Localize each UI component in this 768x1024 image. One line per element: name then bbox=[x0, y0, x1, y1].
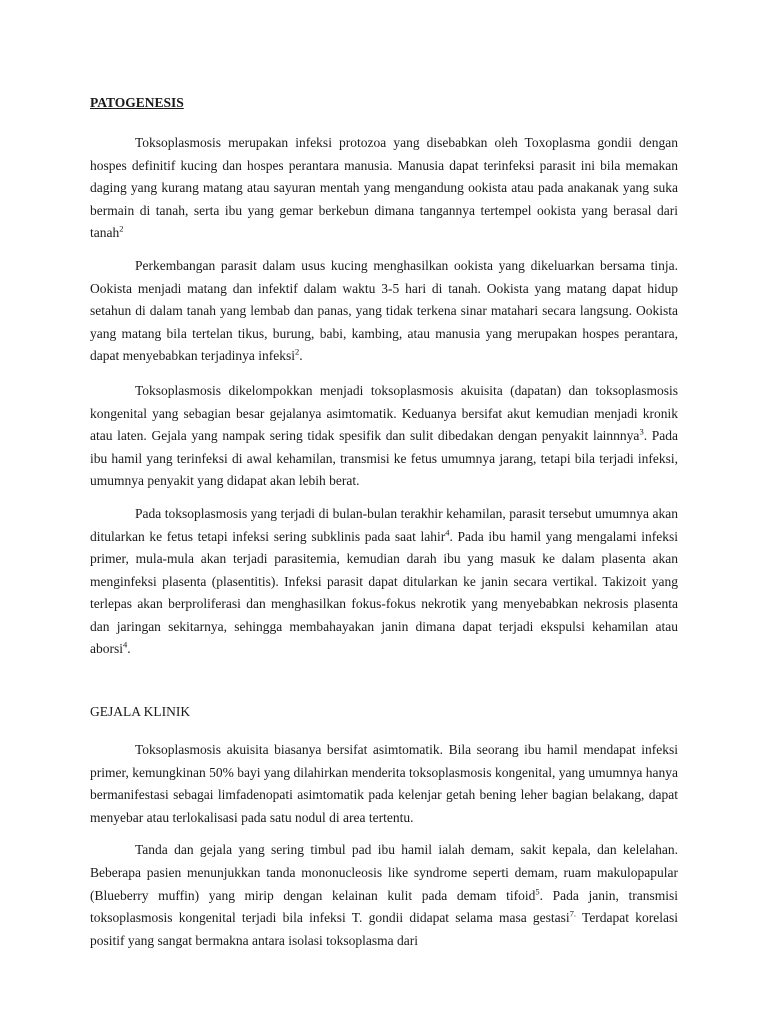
citation-superscript: 7. bbox=[569, 908, 577, 919]
paragraph-text: Pada toksoplasmosis yang terjadi di bulan-bulan terakhir kehamilan, parasit tersebut umumnya akan ditularkan ke fetus tetapi infeksi sering subklinis pada saat lahir bbox=[90, 505, 678, 544]
document-page bbox=[90, 94, 678, 952]
citation-superscript: 5 bbox=[535, 886, 540, 897]
citation-superscript: 4 bbox=[123, 639, 128, 650]
paragraph-text: . Pada janin, transmisi toksoplasmosis kongenital terjadi bila infeksi T. gondii didapat selama masa gestasi bbox=[90, 887, 678, 926]
paragraph bbox=[90, 839, 678, 952]
paragraph-text: . bbox=[299, 348, 303, 364]
paragraph bbox=[90, 255, 678, 368]
paragraph bbox=[90, 380, 678, 493]
paragraph-text: Perkembangan parasit dalam usus kucing menghasilkan ookista yang dikeluarkan bersama tinja. Ookista menjadi matang dan infektif dalam waktu 3-5 hari di tanah. Ookista yang matang dapat hidup setahun di dalam tanah yang lembab dan panas, yang tidak terkena sinar matahari secara langsung. Ookista yang matang bila tertelan tikus, burung, babi, kambing, atau manusia yang merupakan hospes perantara, dapat menyebabkan terjadinya infeksi bbox=[90, 257, 678, 364]
section-heading-patogenesis: PATOGENESIS bbox=[90, 95, 184, 110]
citation-superscript: 3 bbox=[639, 426, 644, 437]
paragraph-text: Toksoplasmosis merupakan infeksi protozoa yang disebabkan oleh Toxoplasma gondii dengan hospes definitif kucing dan hospes perantara manusia. Manusia dapat terinfeksi parasit ini bila memakan daging yang kurang matang atau sayuran mentah yang mengandung ookista atau pada anakanak yang suka bermain di tanah, serta ibu yang gemar berkebun dimana tangannya tertempel ookista yang berasal dari tanah bbox=[90, 135, 678, 241]
citation-superscript: 4 bbox=[445, 527, 450, 537]
paragraph-text: Tanda dan gejala yang sering timbul pad ibu hamil ialah demam, sakit kepala, dan kelelahan. Beberapa pasien menunjukkan tanda mononucleosis like syndrome seperti demam, ruam makulopapular (Blueberry muffin) yang mirip dengan kelainan kulit pada demam tifoid bbox=[90, 842, 678, 903]
paragraph-text: . bbox=[127, 641, 131, 657]
paragraph-text: . Pada ibu hamil yang mengalami infeksi primer, mula-mula akan terjadi parasitemia, kemudian darah ibu yang masuk ke dalam plasenta akan menginfeksi plasenta (plasentitis). Infeksi parasit dapat ditularkan ke janin secara vertikal. Takizoit yang terlepas akan berproliferasi dan menghasilkan fokus-fokus nekrotik yang menyebabkan nekrosis plasenta dan jaringan sekitarnya, sehingga membahayakan janin dimana dapat terjadi ekspulsi kehamilan atau aborsi bbox=[90, 528, 678, 657]
paragraph-text: Toksoplasmosis dikelompokkan menjadi toksoplasmosis akuisita (dapatan) dan toksoplasmosis kongenital yang sebagian besar gejalanya asimtomatik. Keduanya bersifat akut kemudian menjadi kronik atau laten. Gejala yang nampak sering tidak spesifik dan sulit dibedakan dengan penyakit lainnnya bbox=[90, 382, 678, 444]
paragraph-text: Terdapat korelasi positif yang sangat bermakna antara isolasi toksoplasma dari bbox=[90, 910, 678, 948]
paragraph bbox=[90, 739, 678, 829]
section-heading-gejala-klinik: GEJALA KLINIK bbox=[90, 704, 191, 720]
paragraph-text: . Pada ibu hamil yang terinfeksi di awal kehamilan, transmisi ke fetus umumnya jarang, tetapi bila terjadi infeksi, umumnya penyakit yang didapat akan lebih berat. bbox=[90, 428, 678, 489]
paragraph bbox=[90, 503, 678, 661]
citation-superscript: 2 bbox=[295, 346, 300, 357]
paragraph bbox=[90, 132, 678, 245]
citation-superscript: 2 bbox=[119, 223, 124, 234]
paragraph-text: Toksoplasmosis akuisita biasanya bersifat asimtomatik. Bila seorang ibu hamil mendapat infeksi primer, kemungkinan 50% bayi yang dilahirkan menderita toksoplasmosis kongenital, yang umumnya hanya bermanifestasi sebagai limfadenopati asimtomatik pada kelenjar getah bening leher bagian belakang, dapat menyebar atau terlokalisasi pada satu nodul di area tertentu. bbox=[90, 742, 678, 825]
